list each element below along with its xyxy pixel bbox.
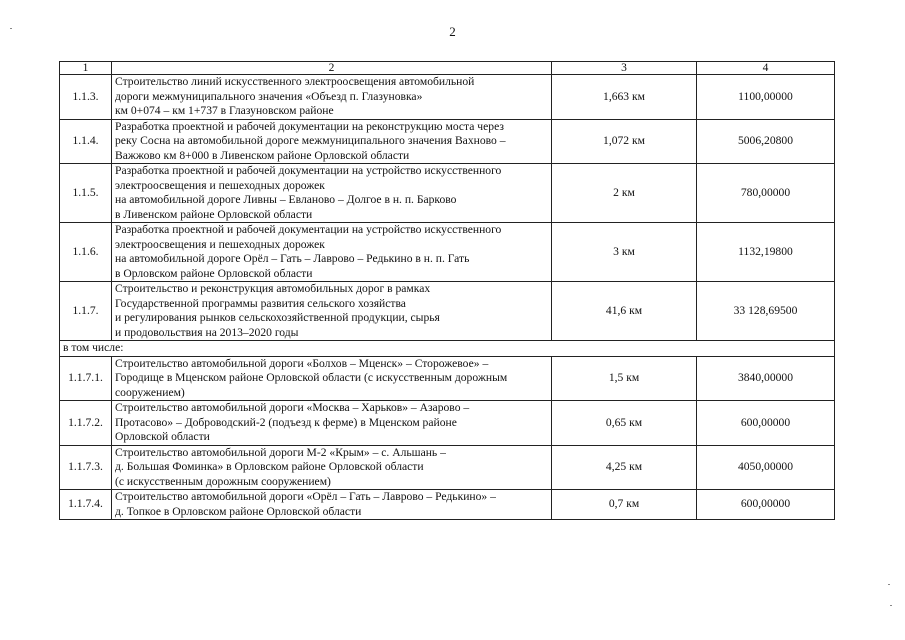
group-label: в том числе: xyxy=(60,341,835,357)
header-col-3: 3 xyxy=(552,62,697,75)
table-row xyxy=(60,490,835,520)
item-number: 1.1.3. xyxy=(60,75,112,120)
item-amount: 780,00000 xyxy=(697,164,835,223)
description-line: (с искусственным дорожным сооружением) xyxy=(115,474,331,488)
description-line: Строительство автомобильной дороги «Болхов – Мценск» – Сторожевое» – xyxy=(115,356,489,370)
item-description xyxy=(112,490,552,520)
header-col-1: 1 xyxy=(60,62,112,75)
item-length: 41,6 км xyxy=(552,282,697,341)
header-col-4: 4 xyxy=(697,62,835,75)
item-number: 1.1.7.2. xyxy=(60,401,112,446)
description-line: в Орловском районе Орловской области xyxy=(115,266,313,280)
item-length: 1,072 км xyxy=(552,119,697,164)
description-line: д. Топкое в Орловском районе Орловской области xyxy=(115,504,362,518)
description-line: Протасово» – Доброводский-2 (подъезд к ферме) в Мценском районе xyxy=(115,415,457,429)
table-row xyxy=(60,445,835,490)
item-number: 1.1.7. xyxy=(60,282,112,341)
description-line: Строительство линий искусственного электроосвещения автомобильной xyxy=(115,75,475,88)
description-line: Строительство автомобильной дороги М-2 «Крым» – с. Альшань – xyxy=(115,445,446,459)
table-row xyxy=(60,282,835,341)
item-length: 0,7 км xyxy=(552,490,697,520)
description-line: км 0+074 – км 1+737 в Глазуновском районе xyxy=(115,104,334,117)
description-line: в Ливенском районе Орловской области xyxy=(115,207,313,221)
table-body xyxy=(60,62,835,520)
item-length: 1,5 км xyxy=(552,356,697,401)
header-col-2: 2 xyxy=(112,62,552,75)
item-amount: 600,00000 xyxy=(697,401,835,446)
scan-speck xyxy=(10,28,12,29)
description-line: на автомобильной дороге Орёл – Гать – Лаврово – Редькино в н. п. Гать xyxy=(115,252,470,265)
description-line: сооружением) xyxy=(115,385,185,399)
description-line: Строительство автомобильной дороги «Орёл – Гать – Лаврово – Редькино» – xyxy=(115,490,496,503)
group-row xyxy=(60,341,835,357)
table-row xyxy=(60,223,835,282)
description-line: Строительство автомобильной дороги «Москва – Харьков» – Азарово – xyxy=(115,401,470,414)
table-header-row xyxy=(60,62,835,75)
item-amount: 600,00000 xyxy=(697,490,835,520)
item-number: 1.1.4. xyxy=(60,119,112,164)
item-amount: 5006,20800 xyxy=(697,119,835,164)
item-description xyxy=(112,445,552,490)
description-line: дороги межмуниципального значения «Объезд п. Глазуновка» xyxy=(115,89,423,103)
item-description xyxy=(112,223,552,282)
item-length: 1,663 км xyxy=(552,75,697,120)
page-number: 2 xyxy=(449,24,456,39)
description-line: Разработка проектной и рабочей документации на реконструкцию моста через xyxy=(115,119,504,133)
item-description xyxy=(112,119,552,164)
item-number: 1.1.7.1. xyxy=(60,356,112,401)
item-amount: 1132,19800 xyxy=(697,223,835,282)
item-description xyxy=(112,164,552,223)
item-length: 0,65 км xyxy=(552,401,697,446)
item-number: 1.1.7.4. xyxy=(60,490,112,520)
description-line: на автомобильной дороге Ливны – Евланово – Долгое в н. п. Барково xyxy=(115,193,457,206)
item-description xyxy=(112,401,552,446)
description-line: электроосвещения и пешеходных дорожек xyxy=(115,237,325,251)
scan-speck xyxy=(888,584,890,585)
item-amount: 3840,00000 xyxy=(697,356,835,401)
description-line: Городище в Мценском районе Орловской области (с искусственным дорожным xyxy=(115,371,508,384)
description-line: и регулирования рынков сельскохозяйственной продукции, сырья xyxy=(115,311,440,324)
table-row xyxy=(60,164,835,223)
item-length: 2 км xyxy=(552,164,697,223)
description-line: Государственной программы развития сельского хозяйства xyxy=(115,296,406,310)
description-line: Важжово км 8+000 в Ливенском районе Орловской области xyxy=(115,148,410,162)
description-line: Разработка проектной и рабочей документации на устройство искусственного xyxy=(115,164,502,177)
description-line: Строительство и реконструкция автомобильных дорог в рамках xyxy=(115,282,431,295)
description-line: и продовольствия на 2013–2020 годы xyxy=(115,325,299,339)
description-line: д. Большая Фоминка» в Орловском районе Орловской области xyxy=(115,460,424,473)
item-description xyxy=(112,282,552,341)
table-row xyxy=(60,75,835,120)
item-length: 4,25 км xyxy=(552,445,697,490)
item-number: 1.1.7.3. xyxy=(60,445,112,490)
description-line: реку Сосна на автомобильной дороге межмуниципального значения Вахново – xyxy=(115,134,506,147)
item-amount: 1100,00000 xyxy=(697,75,835,120)
item-amount: 33 128,69500 xyxy=(697,282,835,341)
table-row xyxy=(60,401,835,446)
table-row xyxy=(60,356,835,401)
description-line: Разработка проектной и рабочей документации на устройство искусственного xyxy=(115,223,502,236)
description-line: Орловской области xyxy=(115,430,210,443)
description-line: электроосвещения и пешеходных дорожек xyxy=(115,178,325,192)
item-description xyxy=(112,356,552,401)
table-row xyxy=(60,119,835,164)
scan-speck xyxy=(890,605,892,606)
item-description xyxy=(112,75,552,120)
item-amount: 4050,00000 xyxy=(697,445,835,490)
item-number: 1.1.5. xyxy=(60,164,112,223)
item-number: 1.1.6. xyxy=(60,223,112,282)
budget-table xyxy=(59,61,835,520)
item-length: 3 км xyxy=(552,223,697,282)
